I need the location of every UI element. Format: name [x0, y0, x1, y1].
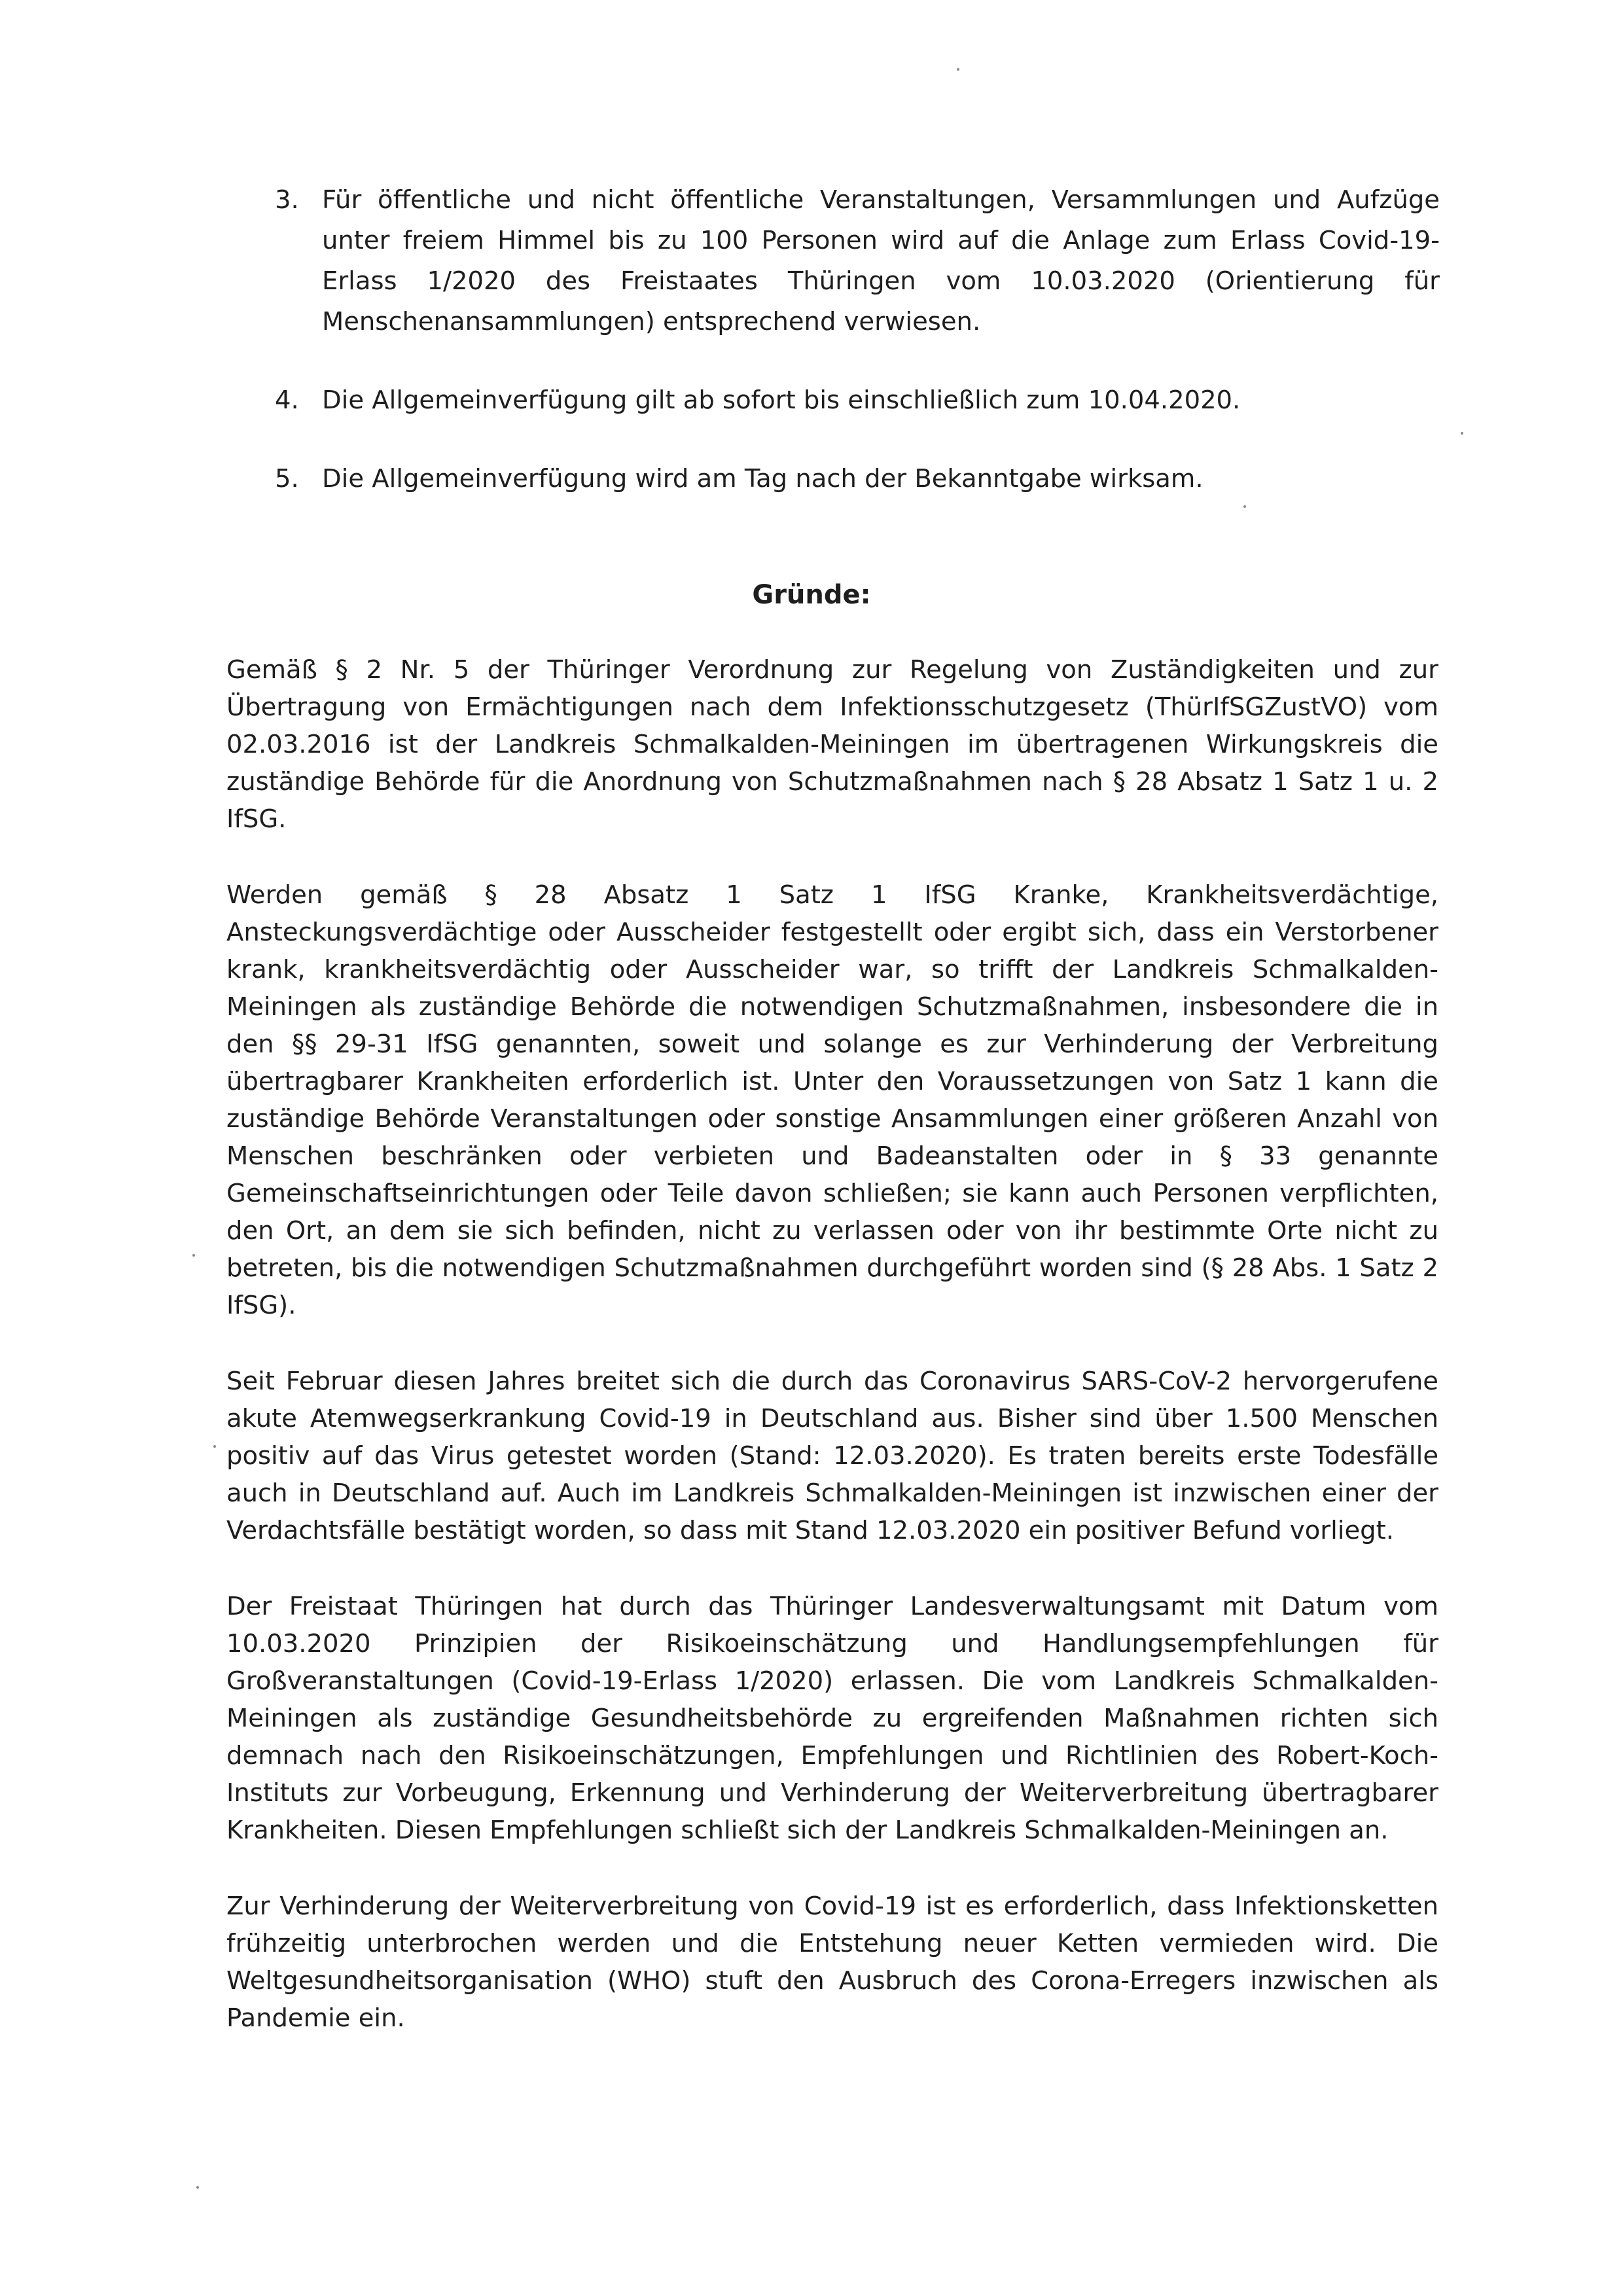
- scan-speck: [192, 1254, 195, 1257]
- scan-speck: [1461, 432, 1463, 435]
- list-item-number: 3.: [275, 185, 299, 215]
- scan-speck: [196, 2186, 199, 2189]
- paragraph-jurisdiction: Gemäß § 2 Nr. 5 der Thüringer Verordnung zur Regelung von Zuständigkeiten und zur Übertragung von Ermächtigungen nach dem Infektionsschutzgesetz (ThürIfSGZustVO) vom 02.03.2016 ist der Landkreis Schmalkalden-Meiningen im übertragenen Wirkungskreis die zuständige Behörde für die Anordnung von Schutzmaßnahmen nach § 28 Absatz 1 Satz 1 u. 2 IfSG.: [226, 655, 1438, 834]
- list-item-5: [275, 459, 1440, 499]
- list-item-text: Die Allgemeinverfügung gilt ab sofort bis einschließlich zum 10.04.2020.: [322, 386, 1241, 415]
- paragraph-legal-basis: Werden gemäß § 28 Absatz 1 Satz 1 IfSG Kranke, Krankheitsverdächtige, Ansteckungsverdächtige oder Ausscheider festgestellt oder ergibt sich, dass ein Verstorbener krank, krankheitsverdächtig oder Ausscheider war, so trifft der Landkreis Schmalkalden-Meiningen als zuständige Behörde die notwendigen Schutzmaßnahmen, insbesondere die in den §§ 29-31 IfSG genannten, soweit und solange es zur Verhinderung der Verbreitung übertragbarer Krankheiten erforderlich ist. Unter den Voraussetzungen von Satz 1 kann die zuständige Behörde Veranstaltungen oder sonstige Ansammlungen einer größeren Anzahl von Menschen beschränken oder verbieten und Badeanstalten oder in § 33 genannte Gemeinschaftseinrichtungen oder Teile davon schließen; sie kann auch Personen verpflichten, den Ort, an dem sie sich befinden, nicht zu verlassen oder von ihr bestimmte Orte nicht zu betreten, bis die notwendigen Schutzmaßnahmen durchgeführt worden sind (§ 28 Abs. 1 Satz 2 IfSG).: [226, 880, 1438, 1320]
- list-item-number: 4.: [275, 386, 299, 415]
- list-item-number: 5.: [275, 464, 299, 493]
- scan-speck: [213, 1445, 216, 1448]
- paragraph-situation: Seit Februar diesen Jahres breitet sich die durch das Coronavirus SARS-CoV-2 hervorgerufene akute Atemwegserkrankung Covid-19 in Deutschland aus. Bisher sind über 1.500 Menschen positiv auf das Virus getestet worden (Stand: 12.03.2020). Es traten bereits erste Todesfälle auch in Deutschland auf. Auch im Landkreis Schmalkalden-Meiningen ist inzwischen einer der Verdachtsfälle bestätigt worden, so dass mit Stand 12.03.2020 ein positiver Befund vorliegt.: [226, 1367, 1438, 1545]
- section-body: [226, 651, 1438, 2075]
- scan-speck: [957, 68, 959, 71]
- list-item-3: [275, 180, 1440, 342]
- list-item-text: Die Allgemeinverfügung wird am Tag nach der Bekanntgabe wirksam.: [322, 464, 1204, 493]
- section-heading: Gründe:: [752, 580, 871, 610]
- list-item-text: Für öffentliche und nicht öffentliche Veranstaltungen, Versammlungen und Aufzüge unter freiem Himmel bis zu 100 Personen wird auf die Anlage zum Erlass Covid-19-Erlass 1/2020 des Freistaates Thüringen vom 10.03.2020 (Orientierung für Menschenansammlungen) entsprechend verwiesen.: [322, 185, 1440, 336]
- paragraph-guidelines: Der Freistaat Thüringen hat durch das Thüringer Landesverwaltungsamt mit Datum vom 10.03.2020 Prinzipien der Risikoeinschätzung und Handlungsempfehlungen für Großveranstaltungen (Covid-19-Erlass 1/2020) erlassen. Die vom Landkreis Schmalkalden-Meiningen als zuständige Gesundheitsbehörde zu ergreifenden Maßnahmen richten sich demnach nach den Risikoeinschätzungen, Empfehlungen und Richtlinien des Robert-Koch-Instituts zur Vorbeugung, Erkennung und Verhinderung der Weiterverbreitung übertragbarer Krankheiten. Diesen Empfehlungen schließt sich der Landkreis Schmalkalden-Meiningen an.: [226, 1592, 1438, 1845]
- numbered-list: [275, 180, 1440, 537]
- paragraph-necessity: Zur Verhinderung der Weiterverbreitung von Covid-19 ist es erforderlich, dass Infektionsketten frühzeitig unterbrochen werden und die Entstehung neuer Ketten vermieden wird. Die Weltgesundheitsorganisation (WHO) stuft den Ausbruch des Corona-Erregers inzwischen als Pandemie ein.: [226, 1892, 1438, 2033]
- list-item-4: [275, 380, 1440, 421]
